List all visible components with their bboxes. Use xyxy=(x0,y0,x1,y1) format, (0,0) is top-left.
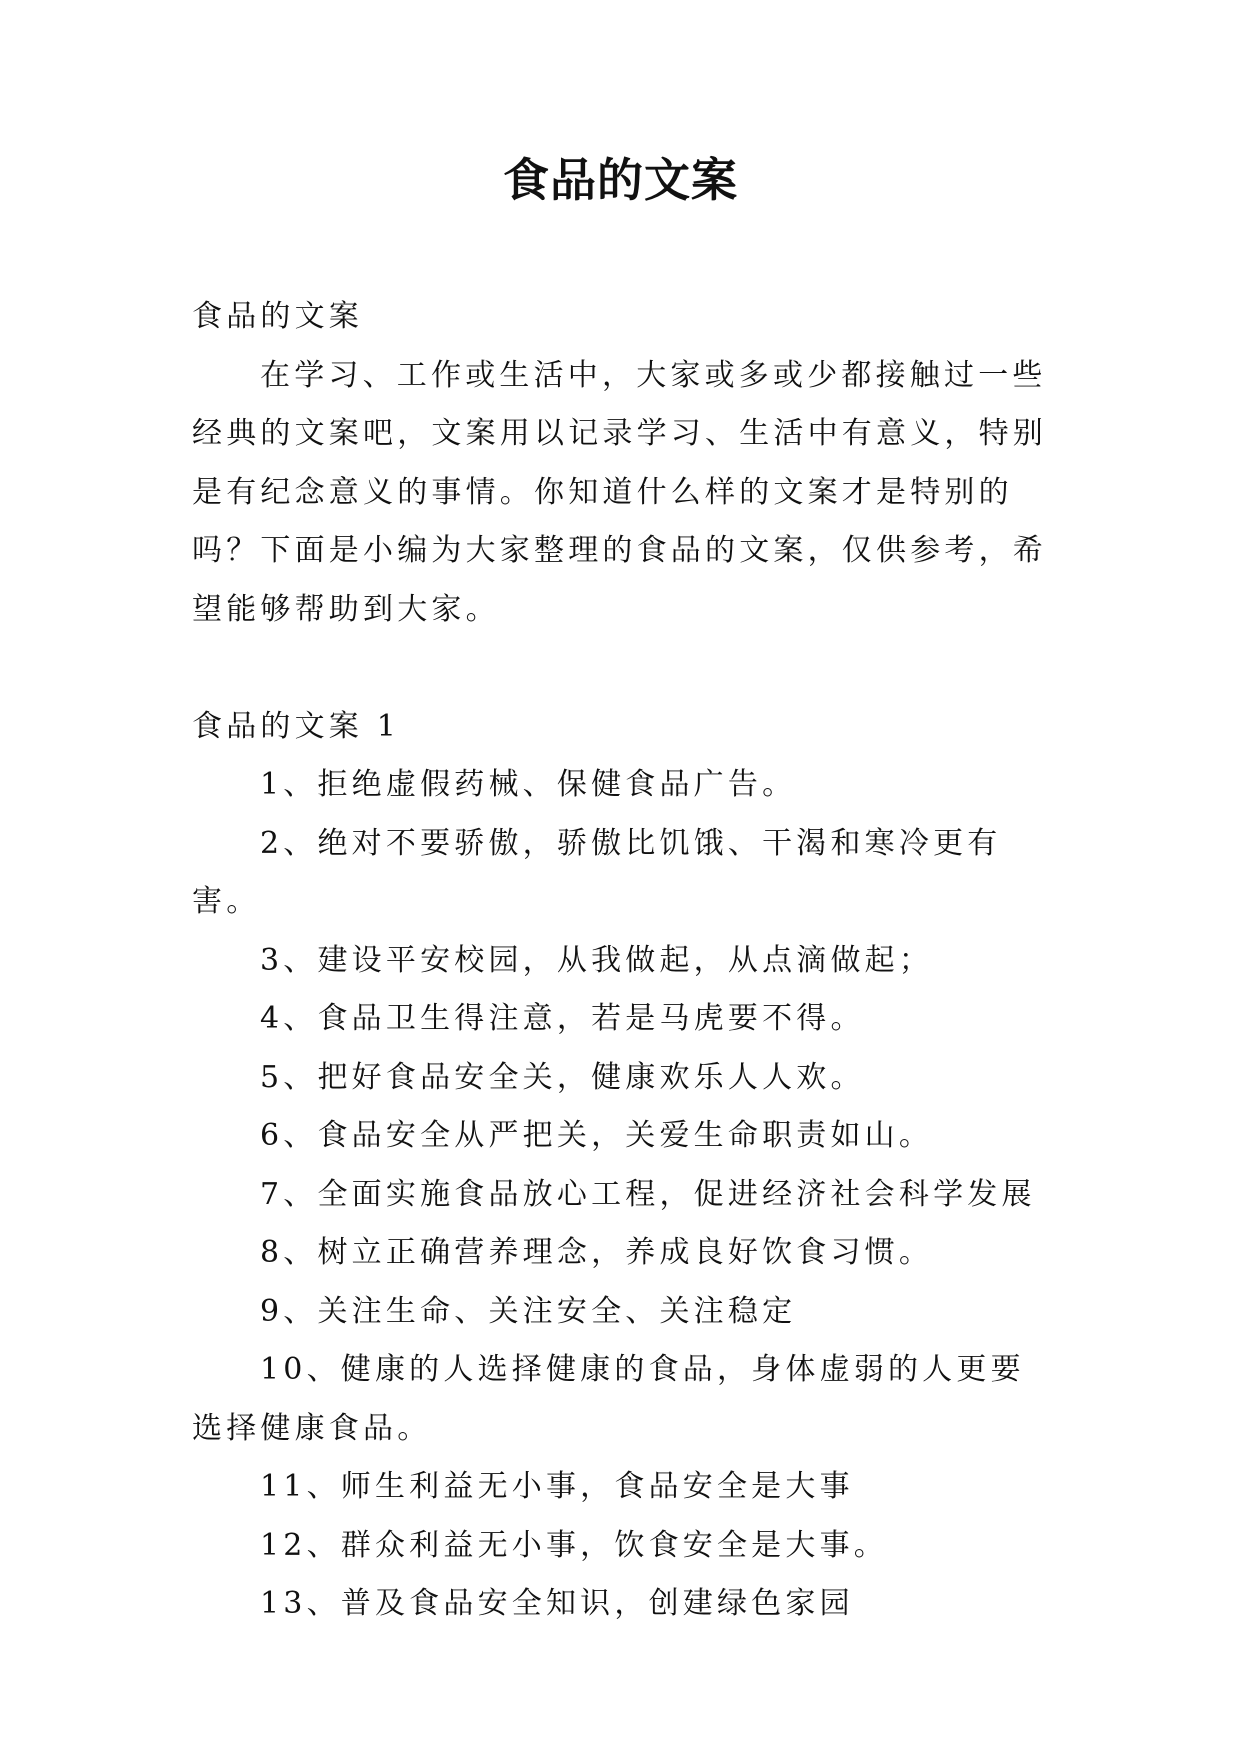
list-item: 6、食品安全从严把关，关爱生命职责如山。 xyxy=(260,1118,934,1153)
section-heading: 食品的文案 1 xyxy=(192,708,401,744)
list-item: 12、群众利益无小事，饮食安全是大事。 xyxy=(260,1527,888,1563)
intro-paragraph: 在学习、工作或生活中，大家或多或少都接触过一些经典的文案吧，文案用以记录学习、生活中有意义，特别是有纪念意义的事情。你知道什么样的文案才是特别的吗？下面是小编为大家整理的食品的文案，仅供参考，希望能够帮助到大家。 xyxy=(192,357,1047,627)
list-item: 13、普及食品安全知识，创建绿色家园 xyxy=(260,1586,854,1621)
list-item: 9、关注生命、关注安全、关注稳定 xyxy=(260,1293,797,1329)
document-title: 食品的文案 xyxy=(503,153,738,207)
document-body xyxy=(192,288,1048,1634)
list-item: 5、把好食品安全关，健康欢乐人人欢。 xyxy=(260,1059,865,1095)
list-item: 10、健康的人选择健康的食品，身体虚弱的人更要选择健康食品。 xyxy=(192,1352,1025,1446)
list-item: 1、拒绝虚假药械、保健食品广告。 xyxy=(260,767,797,802)
list-item: 11、师生利益无小事，食品安全是大事 xyxy=(260,1469,854,1504)
spacer xyxy=(192,639,1048,698)
list-item: 8、树立正确营养理念，养成良好饮食习惯。 xyxy=(260,1235,934,1270)
list-item: 4、食品卫生得注意，若是马虎要不得。 xyxy=(260,1001,865,1036)
list-item: 7、全面实施食品放心工程，促进经济社会科学发展 xyxy=(260,1176,1036,1212)
list-item: 3、建设平安校园，从我做起，从点滴做起； xyxy=(260,942,934,978)
list-item: 2、绝对不要骄傲，骄傲比饥饿、干渴和寒冷更有害。 xyxy=(192,825,1002,919)
subtitle: 食品的文案 xyxy=(192,299,363,334)
